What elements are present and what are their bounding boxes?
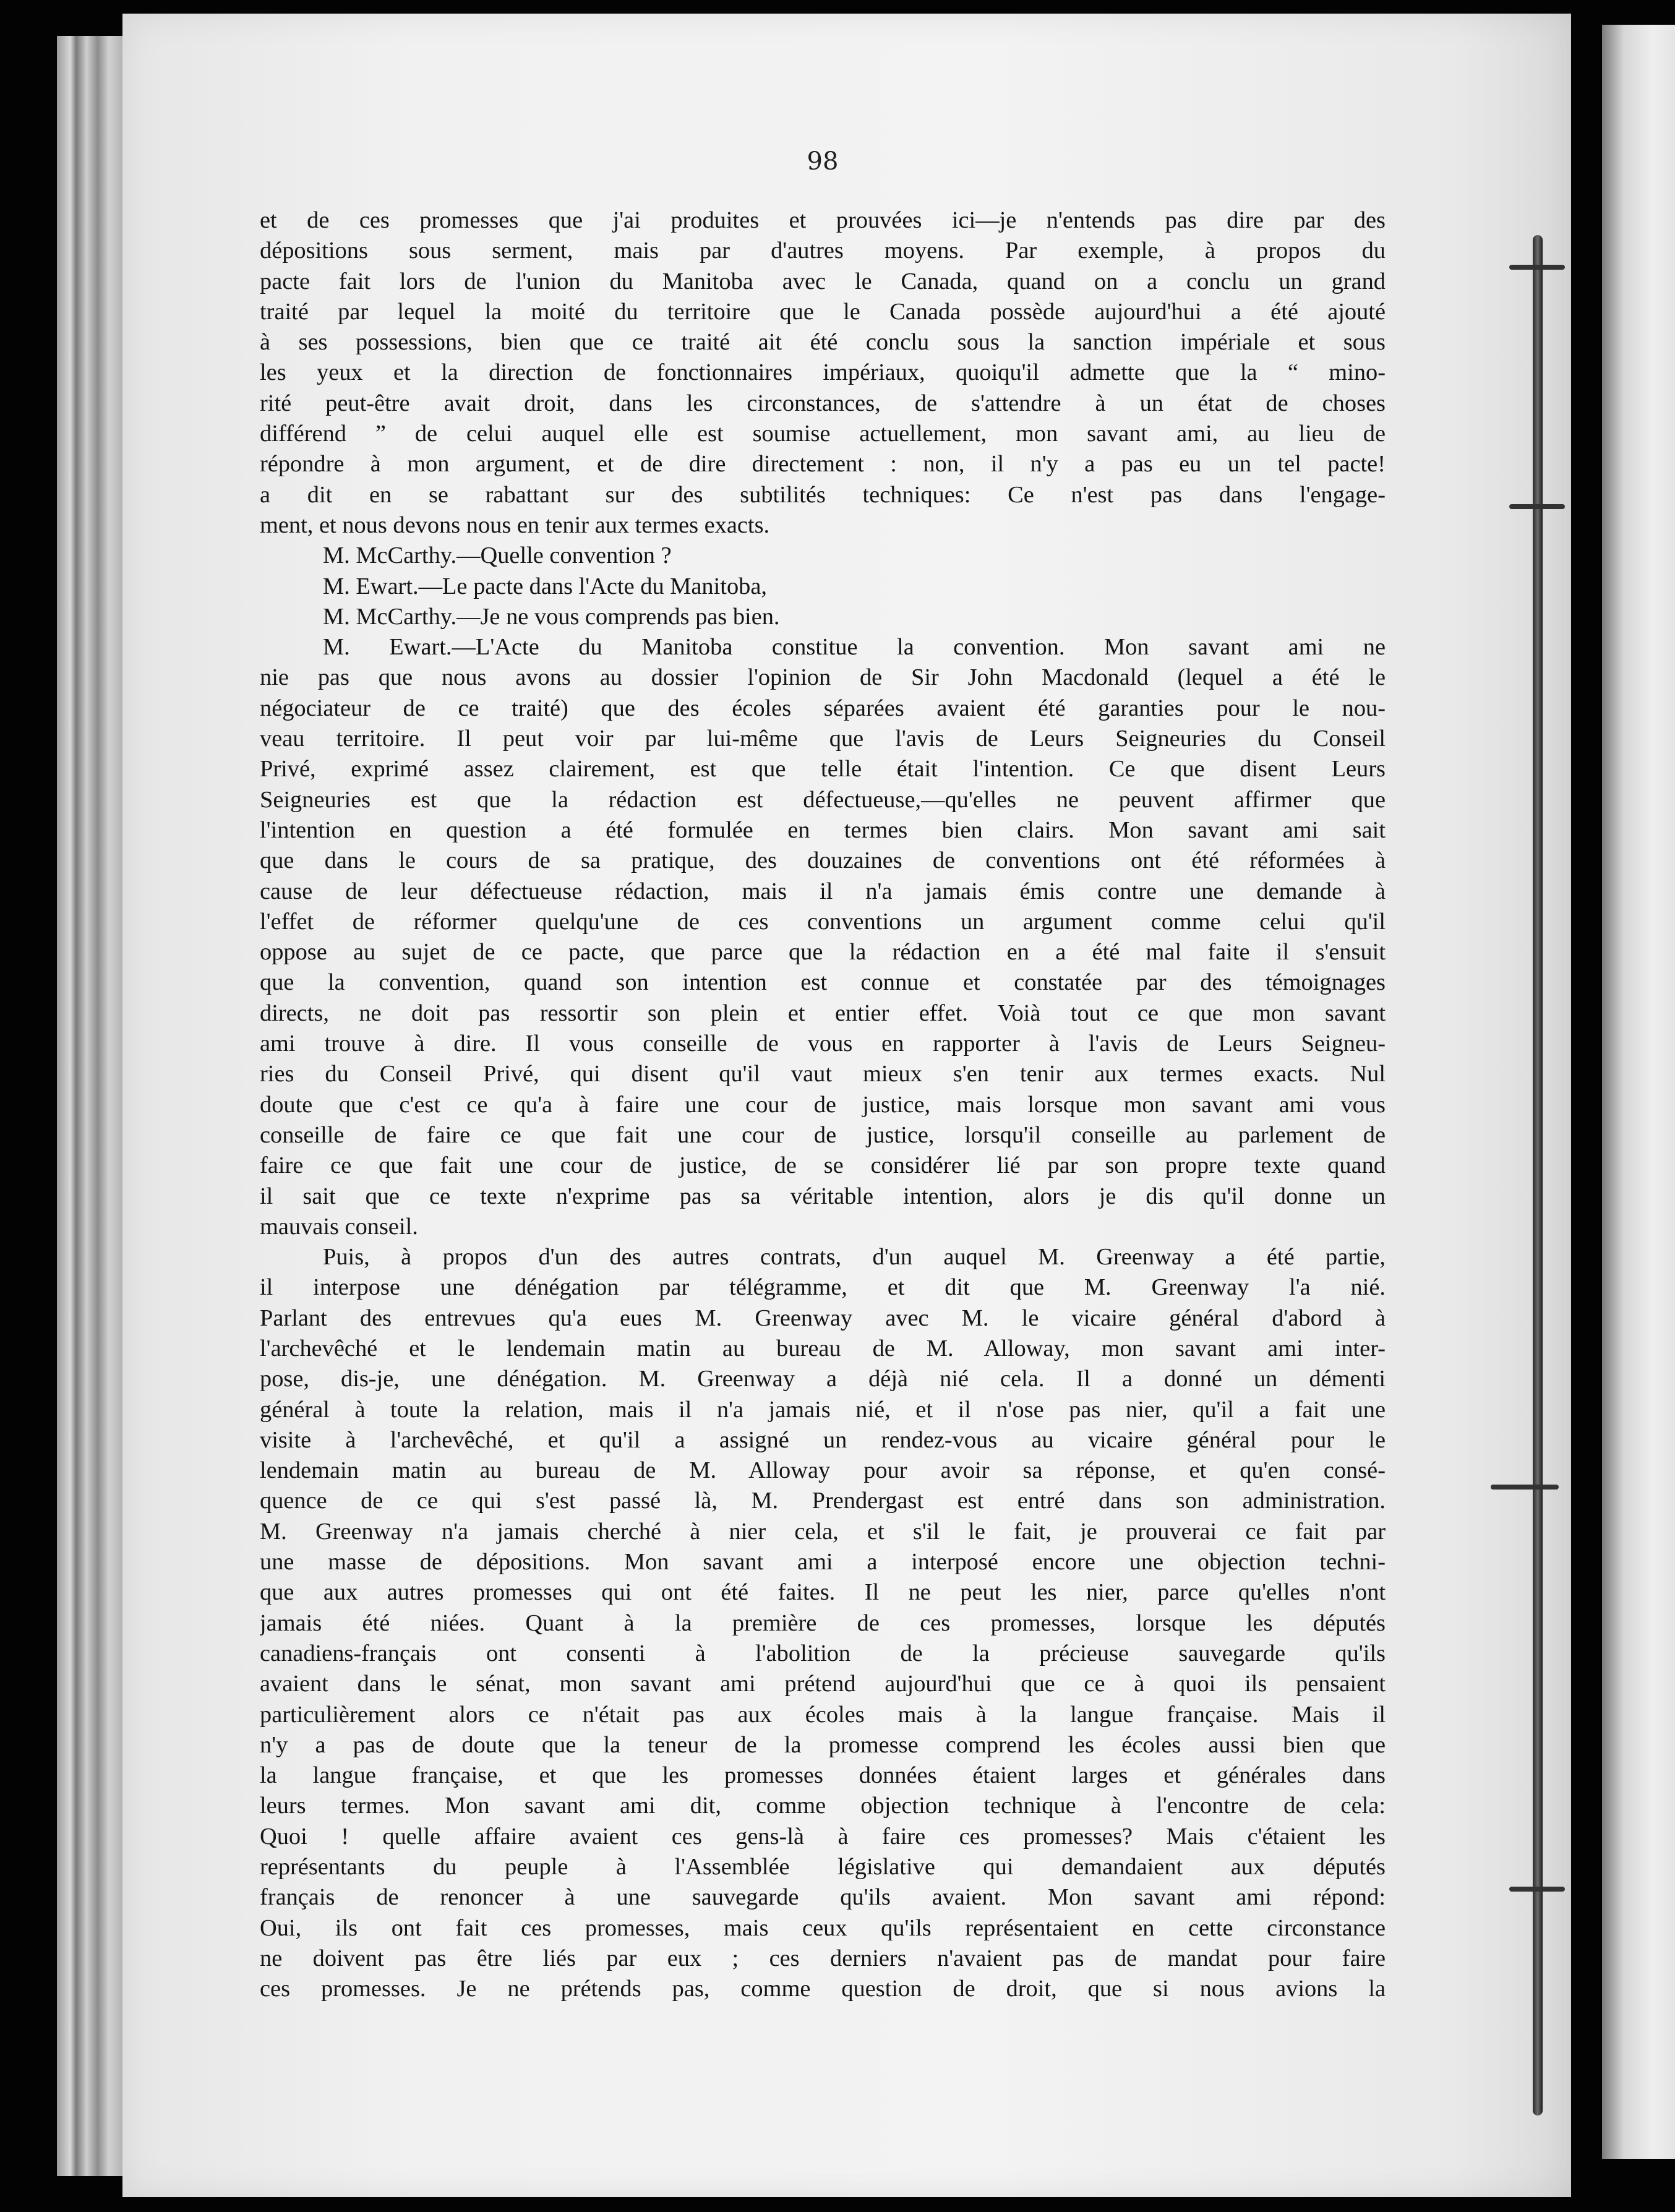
text-line: une masse de dépositions. Mon savant ami a interposé encore une objection techni- [260, 1549, 1386, 1575]
text-line: ami trouve à dire. Il vous conseille de vous en rapporter à l'avis de Leurs Seigneu- [260, 1031, 1386, 1057]
text-line: faire ce que fait une cour de justice, de se considérer lié par son propre texte quand [260, 1152, 1386, 1179]
text-line: pose, dis-je, une dénégation. M. Greenway a déjà nié cela. Il a donné un démenti [260, 1366, 1386, 1392]
binding-stitch [1491, 1485, 1559, 1490]
binding-stitch [1509, 504, 1565, 509]
text-line: M. Greenway n'a jamais cherché à nier cela, et s'il le fait, je prouverai ce fait par [260, 1518, 1386, 1545]
text-line: Oui, ils ont fait ces promesses, mais ceux qu'ils représentaient en cette circonstance [260, 1914, 1386, 1941]
page-edge-stack [57, 36, 131, 2176]
text-line: répondre à mon argument, et de dire directement : non, il n'y a pas eu un tel pacte! [260, 451, 1386, 478]
text-line: représentants du peuple à l'Assemblée législative qui demandaient aux députés [260, 1854, 1386, 1880]
text-line: l'effet de réformer quelqu'une de ces conventions un argument comme celui qu'il [260, 908, 1386, 935]
text-line: doute que c'est ce qu'a à faire une cour de justice, mais lorsque mon savant ami vous [260, 1091, 1386, 1118]
text-line: Parlant des entrevues qu'a eues M. Greenway avec M. le vicaire général d'abord à [260, 1305, 1386, 1331]
text-line: avaient dans le sénat, mon savant ami prétend aujourd'hui que ce à quoi ils pensaient [260, 1671, 1386, 1697]
text-line: rité peut-être avait droit, dans les circonstances, de s'attendre à un état de choses [260, 390, 1386, 416]
text-line: lendemain matin au bureau de M. Alloway pour avoir sa réponse, et qu'en consé- [260, 1457, 1386, 1484]
dialog-line: M. McCarthy.—Je ne vous comprends pas bien. [323, 603, 780, 630]
text-line: il interpose une dénégation par télégramme, et dit que M. Greenway l'a nié. [260, 1274, 1386, 1301]
text-line: cause de leur défectueuse rédaction, mais il n'a jamais émis contre une demande à [260, 878, 1386, 904]
text-line: que la convention, quand son intention est connue et constatée par des témoignages [260, 969, 1386, 996]
text-line: oppose au sujet de ce pacte, que parce que la rédaction en a été mal faite il s'ensuit [260, 939, 1386, 966]
text-line: mauvais conseil. [260, 1213, 418, 1240]
text-line: ces promesses. Je ne prétends pas, comme question de droit, que si nous avions la [260, 1976, 1386, 2002]
text-line: que aux autres promesses qui ont été faites. Il ne peut les nier, parce qu'elles n'ont [260, 1579, 1386, 1606]
text-line: à ses possessions, bien que ce traité ait été conclu sous la sanction impériale et sous [260, 329, 1386, 356]
facing-page-edge [1602, 25, 1675, 2159]
text-line: la langue française, et que les promesses données étaient larges et générales dans [260, 1762, 1386, 1789]
dialog-line: M. McCarthy.—Quelle convention ? [323, 542, 672, 569]
text-line: différend ” de celui auquel elle est soumise actuellement, mon savant ami, au lieu de [260, 421, 1386, 447]
text-line: négociateur de ce traité) que des écoles séparées avaient été garanties pour le nou- [260, 695, 1386, 721]
text-line: que dans le cours de sa pratique, des douzaines de conventions ont été réformées à [260, 847, 1386, 874]
text-line: traité par lequel la moité du territoire que le Canada possède aujourd'hui a été ajouté [260, 298, 1386, 325]
page-number: 98 [807, 147, 839, 176]
text-line: ne doivent pas être liés par eux ; ces derniers n'avaient pas de mandat pour faire [260, 1945, 1386, 1971]
text-line: Seigneuries est que la rédaction est défectueuse,—qu'elles ne peuvent affirmer que [260, 786, 1386, 813]
text-line: canadiens-français ont consenti à l'abolition de la précieuse sauvegarde qu'ils [260, 1640, 1386, 1666]
text-line: a dit en se rabattant sur des subtilités techniques: Ce n'est pas dans l'engage- [260, 481, 1386, 508]
text-line: jamais été niées. Quant à la première de ces promesses, lorsque les députés [260, 1610, 1386, 1636]
text-line: quence de ce qui s'est passé là, M. Prendergast est entré dans son administration. [260, 1488, 1386, 1514]
text-line: l'intention en question a été formulée en termes bien clairs. Mon savant ami sait [260, 817, 1386, 843]
text-line: ment, et nous devons nous en tenir aux termes exacts. [260, 512, 770, 538]
text-line: visite à l'archevêché, et qu'il a assigné un rendez-vous au vicaire général pour le [260, 1426, 1386, 1453]
text-line: conseille de faire ce que fait une cour de justice, lorsqu'il conseille au parlement de [260, 1121, 1386, 1148]
binding-thread [1533, 235, 1543, 2116]
text-line: Puis, à propos d'un des autres contrats, d'un auquel M. Greenway a été partie, [323, 1244, 1386, 1271]
text-line: veau territoire. Il peut voir par lui-même que l'avis de Leurs Seigneuries du Conseil [260, 726, 1386, 752]
text-line: l'archevêché et le lendemain matin au bureau de M. Alloway, mon savant ami inter- [260, 1335, 1386, 1361]
text-line: n'y a pas de doute que la teneur de la promesse comprend les écoles aussi bien que [260, 1731, 1386, 1758]
text-line: leurs termes. Mon savant ami dit, comme objection technique à l'encontre de cela: [260, 1793, 1386, 1819]
text-line: ries du Conseil Privé, qui disent qu'il vaut mieux s'en tenir aux termes exacts. Nul [260, 1061, 1386, 1087]
text-line: pacte fait lors de l'union du Manitoba avec le Canada, quand on a conclu un grand [260, 268, 1386, 294]
text-line: les yeux et la direction de fonctionnaires impériaux, quoiqu'il admette que la “ mino- [260, 359, 1386, 386]
text-line: il sait que ce texte n'exprime pas sa véritable intention, alors je dis qu'il donne un [260, 1183, 1386, 1209]
text-line: nie pas que nous avons au dossier l'opinion de Sir John Macdonald (lequel a été le [260, 664, 1386, 691]
text-line: Quoi ! quelle affaire avaient ces gens-là à faire ces promesses? Mais c'étaient les [260, 1823, 1386, 1850]
text-line: dépositions sous serment, mais par d'autres moyens. Par exemple, à propos du [260, 238, 1386, 264]
text-line: directs, ne doit pas ressortir son plein et entier effet. Voià tout ce que mon savant [260, 1000, 1386, 1026]
text-line: français de renoncer à une sauvegarde qu'ils avaient. Mon savant ami répond: [260, 1884, 1386, 1911]
body-text [260, 205, 1386, 2005]
binding-stitch [1509, 1887, 1565, 1892]
text-line: M. Ewart.—L'Acte du Manitoba constitue la convention. Mon savant ami ne [323, 634, 1386, 661]
text-line: et de ces promesses que j'ai produites et prouvées ici—je n'entends pas dire par des [260, 207, 1386, 233]
binding-stitch [1509, 265, 1565, 270]
dialog-line: M. Ewart.—Le pacte dans l'Acte du Manitoba, [323, 573, 767, 599]
text-line: particulièrement alors ce n'était pas aux écoles mais à la langue française. Mais il [260, 1701, 1386, 1728]
text-line: Privé, exprimé assez clairement, est que telle était l'intention. Ce que disent Leurs [260, 756, 1386, 782]
text-line: général à toute la relation, mais il n'a jamais nié, et il n'ose pas nier, qu'il a fait une [260, 1396, 1386, 1423]
